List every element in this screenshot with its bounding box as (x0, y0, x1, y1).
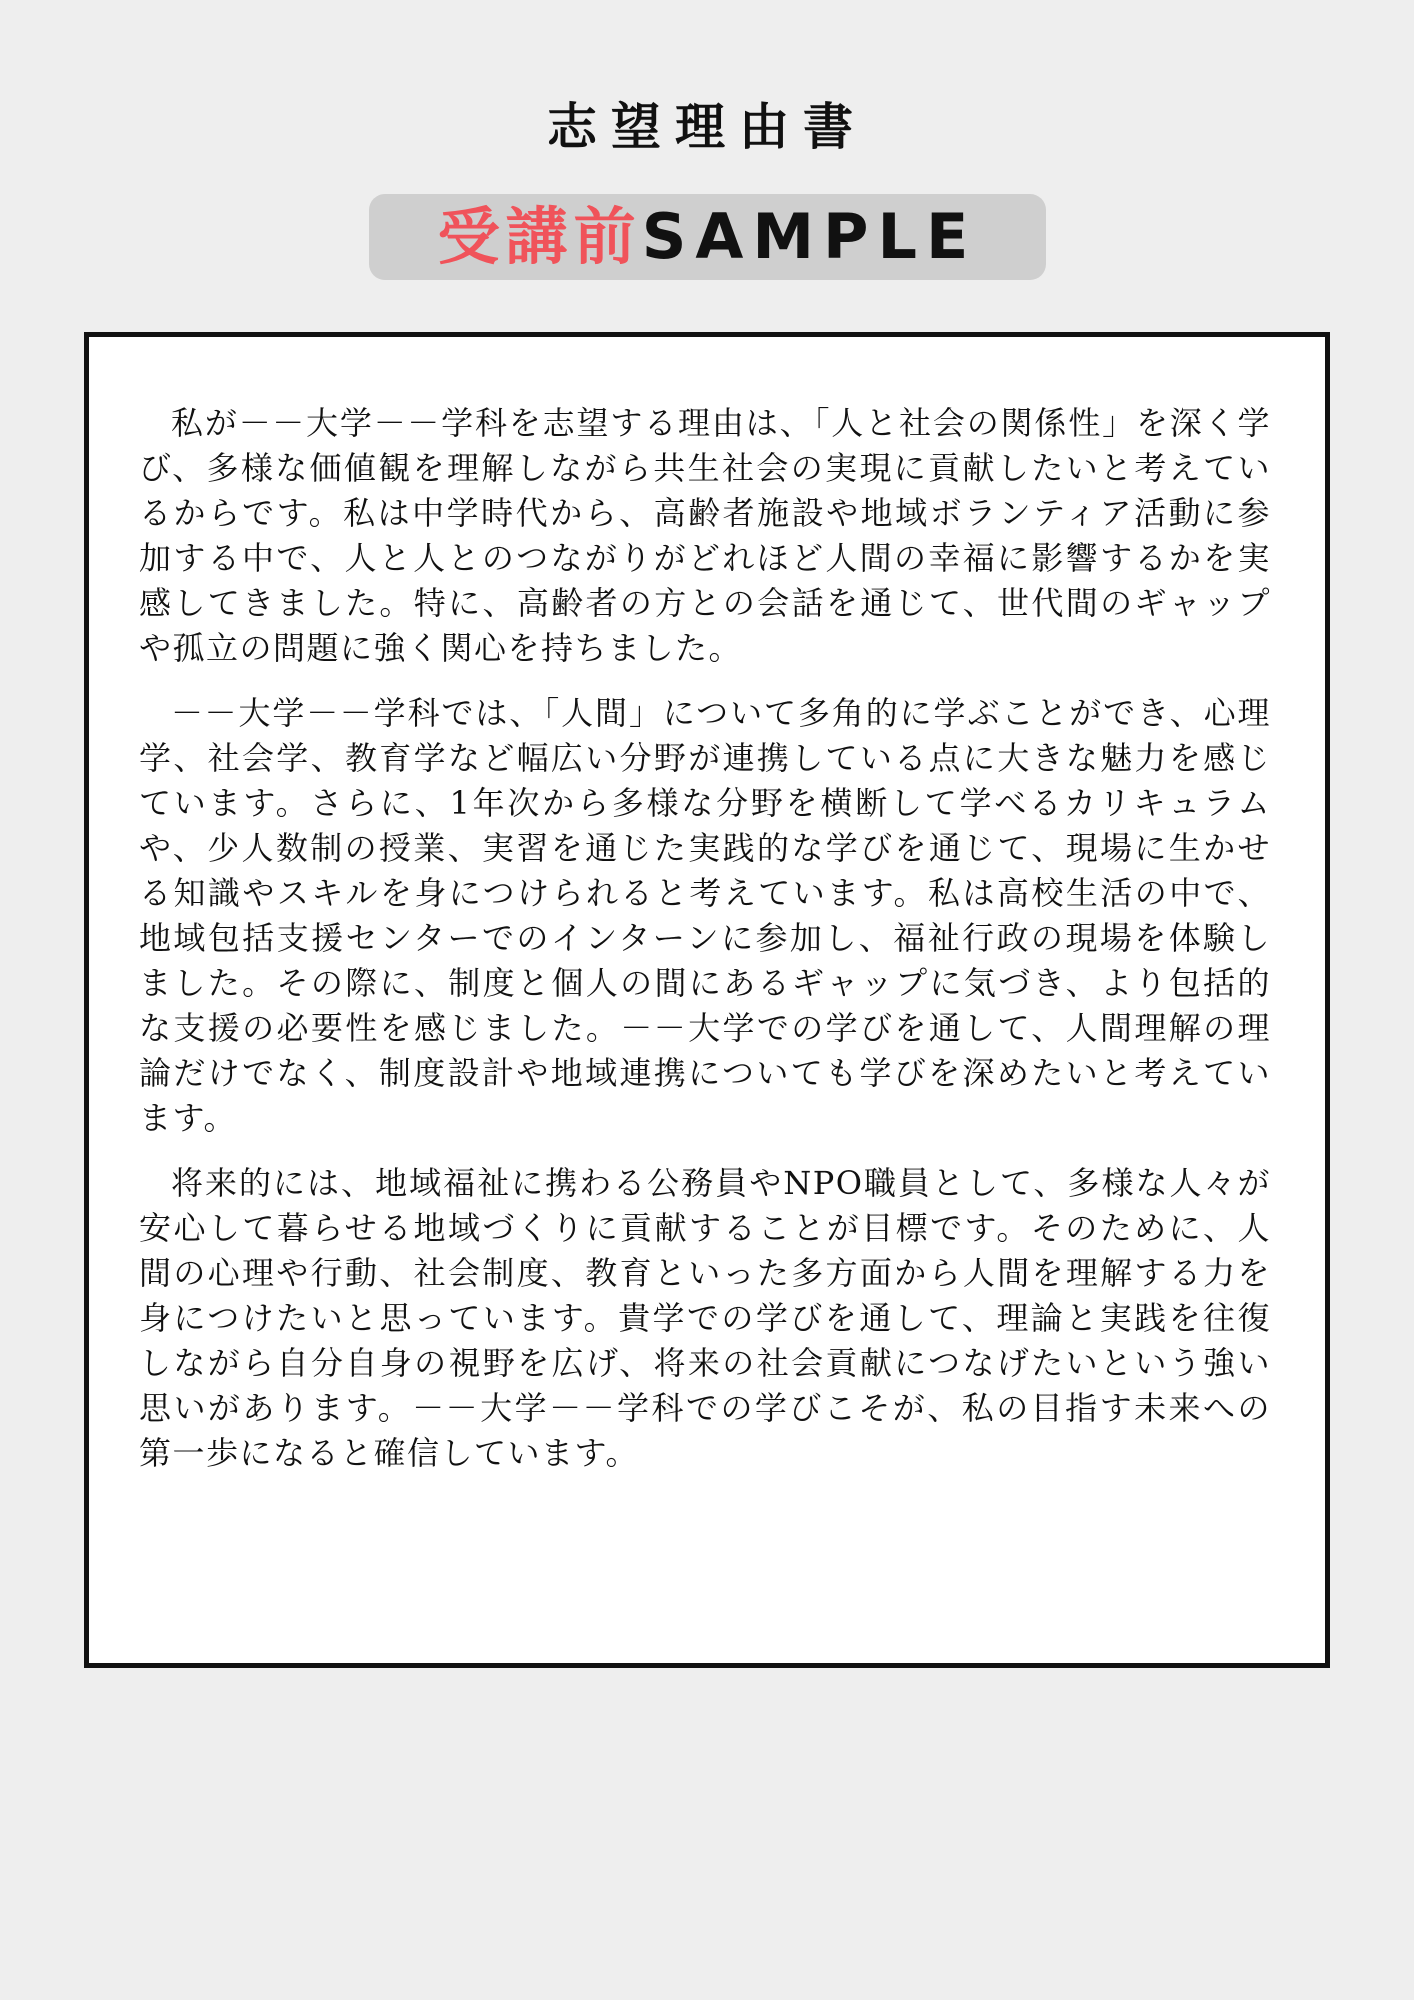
sample-badge (369, 194, 1046, 280)
essay-paragraph-1: 私が－－大学－－学科を志望する理由は、「人と社会の関係性」を深く学び、多様な価値観を理解しながら共生社会の実現に貢献したいと考えているからです。私は中学時代から、高齢者施設や地域ボランティア活動に参加する中で、人と人とのつながりがどれほど人間の幸福に影響するかを実感してきました。特に、高齢者の方との会話を通じて、世代間のギャップや孤立の問題に強く関心を持ちました。 (139, 404, 1271, 667)
essay-box (84, 332, 1330, 1668)
essay-paragraph-3: 将来的には、地域福祉に携わる公務員やNPO職員として、多様な人々が安心して暮らせる地域づくりに貢献することが目標です。そのために、人間の心理や行動、社会制度、教育といった多方面から人間を理解する力を身につけたいと思っています。貴学での学びを通して、理論と実践を往復しながら自分自身の視野を広げ、将来の社会貢献につなげたいという強い思いがあります。－－大学－－学科での学びこそが、私の目指す未来への第一歩になると確信しています。 (139, 1164, 1271, 1472)
badge-sample-text: SAMPLE (641, 200, 978, 273)
essay-paragraph-2: －－大学－－学科では、「人間」について多角的に学ぶことができ、心理学、社会学、教育学など幅広い分野が連携している点に大きな魅力を感じています。さらに、1年次から多様な分野を横断して学べるカリキュラムや、少人数制の授業、実習を通じた実践的な学びを通じて、現場に生かせる知識やスキルを身につけられると考えています。私は高校生活の中で、地域包括支援センターでのインターンに参加し、福祉行政の現場を体験しました。その際に、制度と個人の間にあるギャップに気づき、より包括的な支援の必要性を感じました。－－大学での学びを通して、人間理解の理論だけでなく、制度設計や地域連携についても学びを深めたいと考えています。 (139, 694, 1271, 1137)
badge-accent-text: 受講前 (437, 200, 642, 273)
page-title: 志望理由書 (547, 98, 867, 156)
